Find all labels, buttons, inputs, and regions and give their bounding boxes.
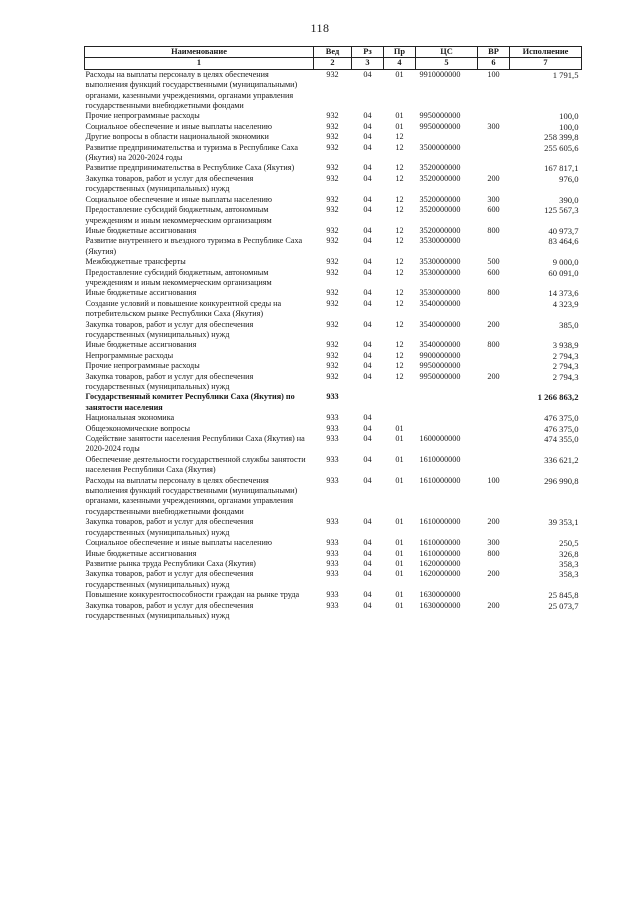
row-name: Закупка товаров, работ и услуг для обеспечения государственных (муниципальных) нужд (85, 371, 254, 391)
column-number-3: 3 (352, 58, 384, 69)
row-rz: 04 (363, 111, 372, 121)
column-header-cs: ЦС (416, 47, 478, 58)
row-cs: 3530000000 (419, 236, 461, 246)
column-number-5: 5 (416, 58, 478, 69)
row-ved: 933 (326, 413, 339, 423)
row-cs: 9910000000 (419, 69, 461, 79)
row-vr: 200 (487, 371, 500, 381)
row-sum: 390,0 (559, 194, 579, 205)
row-pr: 01 (395, 111, 404, 121)
row-name: Общеэкономические вопросы (85, 423, 191, 433)
row-rz: 04 (363, 434, 372, 444)
column-header-pr: Пр (384, 47, 416, 58)
table-row (85, 257, 582, 267)
column-header-ved: Вед (314, 47, 352, 58)
table-row (85, 372, 582, 393)
row-pr: 01 (395, 538, 404, 548)
row-name: Развитие рынка труда Республики Саха (Якутия) (85, 558, 256, 568)
row-ved: 932 (326, 205, 339, 215)
row-cs: 3530000000 (419, 288, 461, 298)
row-ved: 933 (326, 423, 339, 433)
row-rz: 04 (363, 423, 372, 433)
row-ved: 932 (326, 257, 339, 267)
page-number: 118 (310, 21, 330, 35)
row-name: Развитие предпринимательства и туризма в Республике Саха (Якутия) на 2020-2024 годы (85, 142, 299, 163)
row-rz: 04 (363, 538, 372, 548)
row-vr: 800 (487, 548, 500, 558)
table-row (85, 163, 582, 173)
row-pr: 01 (395, 590, 404, 600)
table-row (85, 143, 582, 164)
table-row (85, 413, 582, 423)
row-ved: 932 (326, 111, 339, 121)
row-vr: 200 (487, 600, 500, 610)
row-sum: 100,0 (559, 121, 579, 132)
row-vr: 800 (487, 340, 500, 350)
row-sum: 9 000,0 (552, 257, 579, 268)
row-cs: 1610000000 (419, 517, 461, 527)
row-cs: 3520000000 (419, 163, 461, 173)
row-pr: 01 (395, 517, 404, 527)
row-pr: 12 (395, 340, 404, 350)
row-vr (478, 132, 510, 142)
row-pr: 12 (395, 205, 404, 215)
row-name: Расходы на выплаты персоналу в целях обеспечения выполнения функций государственными (муниципальными) органами, казенными учреждениями, органами управления государственными внебюджетными фондами (85, 69, 298, 111)
column-header-vr: ВР (478, 47, 510, 58)
row-cs: 3530000000 (419, 267, 461, 277)
row-ved: 932 (326, 163, 339, 173)
row-cs: 9950000000 (419, 361, 461, 371)
row-rz: 04 (363, 132, 372, 142)
row-name: Социальное обеспечение и иные выплаты населению (85, 121, 272, 131)
row-rz: 04 (363, 454, 372, 464)
row-name: Иные бюджетные ассигнования (85, 340, 197, 350)
row-sum: 250,5 (559, 538, 579, 549)
row-rz: 04 (363, 371, 372, 381)
row-pr: 12 (395, 350, 404, 360)
table-row (85, 132, 582, 142)
row-pr: 12 (395, 371, 404, 381)
table-row (85, 517, 582, 538)
row-name: Национальная экономика (85, 413, 175, 423)
row-name: Социальное обеспечение и иные выплаты населению (85, 194, 272, 204)
row-pr: 01 (395, 423, 404, 433)
column-number-4: 4 (384, 58, 416, 69)
row-pr: 01 (395, 548, 404, 558)
row-sum: 1 266 863,2 (537, 392, 579, 403)
row-rz: 04 (363, 558, 372, 568)
row-sum: 296 990,8 (544, 475, 579, 486)
table-row (85, 559, 582, 569)
row-ved: 933 (326, 558, 339, 568)
row-pr: 01 (395, 454, 404, 464)
row-name: Развитие внутреннего и въездного туризма в Республике Саха (Якутия) (85, 236, 303, 256)
row-cs: 1610000000 (419, 548, 461, 558)
row-cs: 9900000000 (419, 350, 461, 360)
row-vr (478, 351, 510, 361)
row-rz: 04 (363, 350, 372, 360)
row-vr: 600 (487, 205, 500, 215)
row-pr: 12 (395, 257, 404, 267)
table-row (85, 340, 582, 350)
row-cs: 9950000000 (419, 121, 461, 131)
row-vr (478, 143, 510, 164)
row-name: Социальное обеспечение и иные выплаты населению (85, 538, 272, 548)
row-sum: 976,0 (559, 173, 579, 184)
row-cs: 9950000000 (419, 111, 461, 121)
row-cs: 1630000000 (419, 590, 461, 600)
row-vr: 300 (487, 121, 500, 131)
row-sum: 258 399,8 (544, 132, 579, 143)
row-name: Другие вопросы в области национальной экономики (85, 132, 269, 142)
row-cs: 1600000000 (419, 434, 461, 444)
row-ved: 933 (326, 434, 339, 444)
row-rz: 04 (363, 163, 372, 173)
table-row (85, 195, 582, 205)
row-vr: 200 (487, 319, 500, 329)
row-sum: 358,3 (559, 569, 579, 580)
column-header-rz: Рз (352, 47, 384, 58)
row-pr: 12 (395, 163, 404, 173)
row-rz: 04 (363, 517, 372, 527)
budget-table (84, 46, 582, 621)
row-vr: 300 (487, 194, 500, 204)
row-cs: 1610000000 (419, 475, 461, 485)
row-vr (478, 424, 510, 434)
column-number-1: 1 (85, 58, 314, 69)
table-row (85, 111, 582, 121)
table-row (85, 226, 582, 236)
row-vr: 800 (487, 225, 500, 235)
row-name: Повышение конкурентоспособности граждан на рынке труда (85, 590, 300, 600)
table-row (85, 549, 582, 559)
table-row (85, 392, 582, 413)
row-rz: 04 (363, 121, 372, 131)
table-row (85, 174, 582, 195)
row-vr (478, 111, 510, 121)
row-cs: 3530000000 (419, 257, 461, 267)
row-sum: 1 791,5 (552, 69, 579, 80)
row-name: Закупка товаров, работ и услуг для обеспечения государственных (муниципальных) нужд (85, 600, 254, 620)
row-name: Расходы на выплаты персоналу в целях обеспечения выполнения функций государственными (муниципальными) органами, казенными учреждениями, органами управления государственными внебюджетными фондами (85, 475, 298, 516)
row-cs: 3540000000 (419, 319, 461, 329)
row-pr: 01 (395, 121, 404, 131)
row-ved: 932 (326, 173, 339, 183)
row-name: Прочие непрограммные расходы (85, 111, 200, 121)
row-sum: 2 794,3 (552, 371, 579, 382)
row-cs: 1620000000 (419, 558, 461, 568)
row-sum: 385,0 (559, 319, 579, 330)
row-rz: 04 (363, 173, 372, 183)
table-row (85, 590, 582, 600)
row-cs (416, 392, 478, 413)
row-rz: 04 (363, 225, 372, 235)
row-vr (478, 163, 510, 173)
row-ved: 933 (326, 517, 339, 527)
row-rz (352, 392, 384, 413)
table-row (85, 569, 582, 590)
row-cs: 3520000000 (419, 225, 461, 235)
table-row (85, 69, 582, 111)
row-sum: 358,3 (559, 558, 579, 569)
row-sum: 255 605,6 (544, 142, 579, 153)
row-name: Иные бюджетные ассигнования (85, 288, 197, 298)
row-cs: 3520000000 (419, 205, 461, 215)
row-sum: 476 375,0 (544, 423, 579, 434)
row-ved: 932 (326, 361, 339, 371)
row-pr (384, 392, 416, 413)
row-sum: 474 355,0 (544, 434, 579, 445)
row-cs: 9950000000 (419, 371, 461, 381)
row-ved: 932 (326, 371, 339, 381)
row-rz: 04 (363, 142, 372, 152)
row-vr: 800 (487, 288, 500, 298)
row-ved: 933 (326, 538, 339, 548)
row-sum: 326,8 (559, 548, 579, 559)
row-rz: 04 (363, 267, 372, 277)
row-pr: 12 (395, 132, 404, 142)
table-row (85, 205, 582, 226)
table-row (85, 455, 582, 476)
row-pr: 12 (395, 319, 404, 329)
row-sum: 25 073,7 (548, 600, 579, 611)
row-rz: 04 (363, 340, 372, 350)
row-rz: 04 (363, 413, 372, 423)
row-name: Закупка товаров, работ и услуг для обеспечения государственных (муниципальных) нужд (85, 319, 254, 339)
row-vr (478, 361, 510, 371)
row-name: Государственный комитет Республики Саха (Якутия) по занятости населения (85, 392, 295, 412)
row-rz: 04 (363, 475, 372, 485)
row-sum: 2 794,3 (552, 361, 579, 372)
row-rz: 04 (363, 288, 372, 298)
row-ved: 933 (326, 548, 339, 558)
table-body (85, 69, 582, 621)
row-rz: 04 (363, 257, 372, 267)
row-ved: 933 (326, 392, 339, 402)
row-cs: 3520000000 (419, 194, 461, 204)
row-ved: 933 (326, 475, 339, 485)
row-name: Обеспечение деятельности государственной службы занятости населения Республики Саха (Якутия) (85, 454, 306, 475)
row-sum: 3 938,9 (552, 340, 579, 351)
table-row (85, 122, 582, 132)
table-row (85, 268, 582, 289)
row-pr: 12 (395, 361, 404, 371)
row-rz: 04 (363, 361, 372, 371)
table-row (85, 538, 582, 548)
row-ved: 932 (326, 132, 339, 142)
row-ved: 932 (326, 298, 339, 308)
row-name: Предоставление субсидий бюджетным, автономным учреждениям и иным некоммерческим организациям (85, 267, 272, 287)
row-vr (478, 434, 510, 455)
row-cs (416, 132, 478, 142)
row-pr (384, 413, 416, 423)
row-vr (478, 299, 510, 320)
row-cs: 1610000000 (419, 538, 461, 548)
row-sum: 167 817,1 (544, 163, 579, 174)
row-ved: 933 (326, 454, 339, 464)
row-sum: 125 567,3 (544, 205, 579, 216)
row-name: Закупка товаров, работ и услуг для обеспечения государственных (муниципальных) нужд (85, 173, 254, 194)
row-vr: 500 (487, 257, 500, 267)
row-sum: 2 794,3 (552, 350, 579, 361)
row-pr: 01 (395, 475, 404, 485)
row-rz: 04 (363, 548, 372, 558)
row-pr: 12 (395, 225, 404, 235)
row-sum: 40 973,7 (548, 225, 579, 236)
row-name: Иные бюджетные ассигнования (85, 225, 197, 235)
row-vr: 200 (487, 173, 500, 183)
row-name: Прочие непрограммные расходы (85, 361, 200, 371)
table-row (85, 351, 582, 361)
row-rz: 04 (363, 69, 372, 79)
row-vr: 100 (487, 69, 500, 79)
row-vr: 100 (487, 475, 500, 485)
row-rz: 04 (363, 590, 372, 600)
row-vr (478, 392, 510, 413)
row-cs: 3520000000 (419, 173, 461, 183)
row-cs: 3540000000 (419, 298, 461, 308)
table-header (85, 47, 582, 70)
table-row (85, 476, 582, 518)
row-pr: 12 (395, 236, 404, 246)
row-sum: 25 845,8 (548, 590, 579, 601)
row-sum: 476 375,0 (544, 413, 579, 424)
row-vr (478, 455, 510, 476)
row-pr: 01 (395, 69, 404, 79)
table-row (85, 434, 582, 455)
row-sum: 60 091,0 (548, 267, 579, 278)
column-header-name: Наименование (85, 47, 314, 58)
row-vr (478, 413, 510, 423)
row-ved: 932 (326, 225, 339, 235)
row-ved: 932 (326, 319, 339, 329)
column-header-sum: Исполнение (510, 47, 582, 58)
table-row (85, 299, 582, 320)
row-name: Межбюджетные трансферты (85, 257, 186, 267)
row-name: Закупка товаров, работ и услуг для обеспечения государственных (муниципальных) нужд (85, 569, 254, 589)
row-rz: 04 (363, 600, 372, 610)
row-pr: 01 (395, 558, 404, 568)
row-sum: 100,0 (559, 111, 579, 122)
row-ved: 932 (326, 340, 339, 350)
row-vr: 200 (487, 569, 500, 579)
row-ved: 933 (326, 600, 339, 610)
table-row (85, 236, 582, 257)
row-rz: 04 (363, 236, 372, 246)
row-cs: 3540000000 (419, 340, 461, 350)
row-sum: 14 373,6 (548, 288, 579, 299)
row-sum: 4 323,9 (552, 298, 579, 309)
row-name: Развитие предпринимательства в Республике Саха (Якутия) (85, 163, 295, 173)
row-cs: 3500000000 (419, 142, 461, 152)
row-ved: 932 (326, 142, 339, 152)
table-row (85, 361, 582, 371)
table-row (85, 601, 582, 622)
row-ved: 933 (326, 569, 339, 579)
row-name: Содействие занятости населения Республики Саха (Якутия) на 2020-2024 годы (85, 434, 305, 454)
row-rz: 04 (363, 569, 372, 579)
row-pr: 01 (395, 600, 404, 610)
row-name: Закупка товаров, работ и услуг для обеспечения государственных (муниципальных) нужд (85, 517, 254, 537)
row-vr (478, 236, 510, 257)
row-vr: 600 (487, 267, 500, 277)
row-rz: 04 (363, 194, 372, 204)
row-cs: 1620000000 (419, 569, 461, 579)
row-ved: 933 (326, 590, 339, 600)
column-number-2: 2 (314, 58, 352, 69)
row-ved: 932 (326, 194, 339, 204)
row-rz: 04 (363, 205, 372, 215)
row-ved: 932 (326, 350, 339, 360)
row-cs (416, 424, 478, 434)
row-pr: 12 (395, 194, 404, 204)
row-name: Создание условий и повышение конкурентной среды на потребительском рынке Республики Саха (Якутия) (85, 298, 282, 319)
row-pr: 01 (395, 434, 404, 444)
row-sum: 336 621,2 (544, 454, 579, 465)
row-sum: 83 464,6 (548, 236, 579, 247)
row-ved: 932 (326, 267, 339, 277)
row-ved: 932 (326, 121, 339, 131)
row-name: Иные бюджетные ассигнования (85, 548, 197, 558)
row-name: Непрограммные расходы (85, 350, 174, 360)
row-ved: 932 (326, 288, 339, 298)
row-cs (416, 413, 478, 423)
row-rz: 04 (363, 319, 372, 329)
row-pr: 12 (395, 288, 404, 298)
row-pr: 01 (395, 569, 404, 579)
row-vr (478, 590, 510, 600)
row-vr: 200 (487, 517, 500, 527)
row-name: Предоставление субсидий бюджетным, автономным учреждениям и иным некоммерческим организациям (85, 205, 272, 225)
row-pr: 12 (395, 267, 404, 277)
row-pr: 12 (395, 142, 404, 152)
row-vr (478, 559, 510, 569)
row-pr: 12 (395, 173, 404, 183)
row-rz: 04 (363, 298, 372, 308)
row-pr: 12 (395, 298, 404, 308)
row-cs: 1610000000 (419, 454, 461, 464)
row-sum: 39 353,1 (548, 517, 579, 528)
table-row (85, 288, 582, 298)
row-cs: 1630000000 (419, 600, 461, 610)
column-number-7: 7 (510, 58, 582, 69)
column-number-6: 6 (478, 58, 510, 69)
row-ved: 932 (326, 69, 339, 79)
table-row (85, 320, 582, 341)
table-row (85, 424, 582, 434)
row-vr: 300 (487, 538, 500, 548)
row-ved: 932 (326, 236, 339, 246)
